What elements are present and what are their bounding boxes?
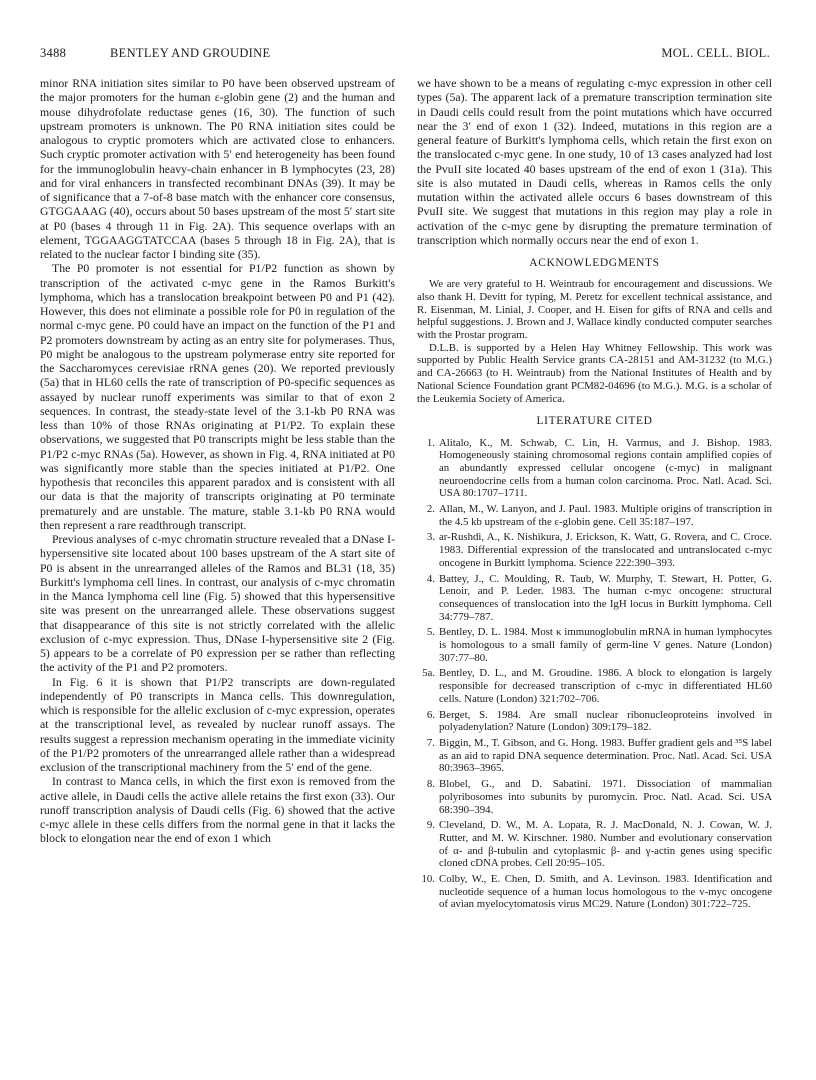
reference-list bbox=[417, 437, 772, 912]
body-paragraph: The P0 promoter is not essential for P1/P2 function as shown by transcription of the activated c-myc gene in the Ramos Burkitt's lymphoma, which has a translocation breakpoint between P0 and P1 (42). However, this does not eliminate a possible role for P0 in regulation of the normal c-myc gene. P0 could have an impact on the function of the P1 and P2 promoters downstream by acting as an entry site for polymerases. Thus, P0 might be analogous to the upstream polymerase entry site reported for the Saccharomyces cerevisiae rRNA genes (20). We reported previously (5a) that in HL60 cells the rate of transcription of P0-specific sequences as assayed by nuclear runoff experiments was similar to that of exon 2 sequences. In contrast, the steady-state level of the 3.1-kb P0 RNA was less than 10% of those RNAs originating at P1/P2. To explain these observations, we suggested that P0 transcripts might be less stable than the P1/P2 c-myc RNAs (5a). However, as shown in Fig. 4, RNA initiated at P0 was significantly more stable than the species initiated at P1/P2. One hypothesis that reconciles this apparent paradox and is consistent with all our data is that the majority of transcripts originating at P0 terminate prematurely and are unstable. The mature, stable 3.1-kb P0 RNA would then represent a rare readthrough transcript. bbox=[40, 261, 395, 532]
acknowledgments-heading: ACKNOWLEDGMENTS bbox=[529, 257, 660, 269]
reference-text: ar-Rushdi, A., K. Nishikura, J. Erickson, K. Watt, G. Rovera, and C. Croce. 1983. Differential expression of the translocated and untranslocated c-myc oncogene in Burkitt lymphoma. Science 222:390–393. bbox=[439, 531, 772, 569]
right-column bbox=[417, 76, 772, 914]
reference-text: Colby, W., E. Chen, D. Smith, and A. Levinson. 1983. Identification and nucleotide sequence of a human locus homologous to the v-myc oncogene of avian myelocytomatosis virus MC29. Nature (London) 301:722–725. bbox=[439, 873, 772, 911]
reference-number: 4. bbox=[426, 572, 435, 585]
body-paragraph: minor RNA initiation sites similar to P0 have been observed upstream of the major promoters for the human ε-globin gene (2) and the human and mouse dihydrofolate reductase genes (16, 30). The function of such upstream promoters is unknown. The P0 RNA initiation sites could be analogous to cryptic promoters which are activated close to enhancers. Such cryptic promoter activation with 5′ end heterogeneity has been found for the immunoglobulin heavy-chain enhancer in B lymphocytes (23, 28) and for viral enhancers in transfected recombinant DNAs (39). It may be of significance that a 7-of-8 base match with the enhancer core consensus, GTGGAAAG (40), occurs about 50 bases upstream of the most 5′ start site at P0 (bases 4 through 11 in Fig. 2A). This sequence overlaps with an element, TGGAAGGTATCCAA (bases 5 through 18 in Fig. 2A), that is related to the nuclear factor I binding site (35). bbox=[40, 76, 395, 261]
page-header bbox=[40, 46, 770, 68]
reference-number: 2. bbox=[426, 503, 435, 516]
reference-number: 5. bbox=[426, 626, 435, 639]
reference-item bbox=[417, 531, 772, 569]
reference-text: Bentley, D. L. 1984. Most κ immunoglobulin mRNA in human lymphocytes is homologous to a small family of germ-line V genes. Nature (London) 307:77–80. bbox=[439, 626, 772, 664]
reference-item bbox=[417, 667, 772, 705]
reference-text: Biggin, M., T. Gibson, and G. Hong. 1983. Buffer gradient gels and ³⁵S label as an aid to rapid DNA sequence determination. Proc. Natl. Acad. Sci. USA 80:3963–3965. bbox=[439, 737, 772, 775]
body-paragraph: In Fig. 6 it is shown that P1/P2 transcripts are down-regulated independently of P0 transcripts in Manca cells. This downregulation, which is responsible for the allelic exclusion of c-myc expression, operates at the transcriptional level, as revealed by nuclear runoff assays. The results suggest a repression mechanism operating in the immediate vicinity of the P1/P2 promoters of the unrearranged allele rather than a widespread exclusion of the transcriptional machinery from the 5′ end of the gene. bbox=[40, 674, 395, 774]
acknowledgment-paragraph: We are very grateful to H. Weintraub for encouragement and discussions. We also thank H. Devitt for typing, M. Peretz for excellent technical assistance, and R. Eisenman, M. Linial, J. Cooper, and H. Eisen for gifts of RNA and cells and helpful suggestions. J. Brown and J. Wallace kindly conducted computer searches with the Prostar program. bbox=[417, 278, 772, 342]
body-paragraph: Previous analyses of c-myc chromatin structure revealed that a DNase I-hypersensitive site located about 100 bases upstream of the A start site of P0 is absent in the unrearranged alleles of the Ramos and BL31 (18, 35) Burkitt's lymphoma cell lines. In contrast, our analysis of c-myc chromatin in the Manca lymphoma cell line (Fig. 5) showed that this hypersensitive site was present on the unrearranged allele. These observations suggest that disappearance of this site is not strictly correlated with the allelic exclusion of c-myc expression. Thus, DNase I-hypersensitive site 2 (Fig. 5) appears to be a correlate of P0 expression per se rather than reflecting the activity of the P1 and P2 promoters. bbox=[40, 532, 395, 675]
reference-number: 1. bbox=[426, 436, 435, 449]
left-column bbox=[40, 76, 395, 846]
reference-text: Blobel, G., and D. Sabatini. 1971. Dissociation of mammalian polyribosomes into subunits by puromycin. Proc. Natl. Acad. Sci. USA 68:390–394. bbox=[439, 778, 772, 816]
reference-text: Bentley, D. L., and M. Groudine. 1986. A block to elongation is largely responsible for decreased transcription of c-myc in differentiated HL60 cells. Nature (London) 321:702–706. bbox=[439, 667, 772, 705]
running-head: BENTLEY AND GROUDINE bbox=[110, 46, 271, 60]
reference-text: Cleveland, D. W., M. A. Lopata, R. J. MacDonald, N. J. Cowan, W. J. Rutter, and M. W. Kirschner. 1980. Number and evolutionary conservation of α- and β-tubulin and cytoplasmic β- and γ-actin genes using specific cloned cDNA probes. Cell 20:95–105. bbox=[439, 819, 772, 870]
reference-number: 7. bbox=[426, 737, 435, 749]
reference-item bbox=[417, 778, 772, 816]
references-heading: LITERATURE CITED bbox=[536, 415, 653, 428]
reference-text: Battey, J., C. Moulding, R. Taub, W. Murphy, T. Stewart, H. Potter, G. Lenoir, and P. Leder. 1983. The human c-myc oncogene: structural consequences of translocation into the IgH locus in Burkitt lymphoma. Cell 34:779–787. bbox=[439, 572, 772, 623]
reference-text: Alitalo, K., M. Schwab, C. Lin, H. Varmus, and J. Bishop. 1983. Homogeneously staining chromosomal regions contain amplified copies of an abundantly expressed cellular oncogene (c-myc) in malignant neuroendocrine cells from a human colon carcinoma. Proc. Natl. Acad. Sci. USA 80:1707–1711. bbox=[439, 436, 772, 500]
body-paragraph: we have shown to be a means of regulating c-myc expression in other cell types (5a). The apparent lack of a premature transcription termination site in Daudi cells could result from the point mutations which have occurred near the 3′ end of exon 1 (32). Indeed, mutations in this region are a general feature of Burkitt's lymphoma cells, which retain the first exon on the translocated c-myc gene. In one study, 10 of 13 cases analyzed had lost the PvuII site located 40 bases upstream of the end of exon 1 (31a). This site is also mutated in Daudi cells, whereas in Ramos cells the only mutation within the activated allele occurs 6 bases downstream of this PvuII site. We suggest that mutations in this region may play a role in activation of the c-myc gene by disrupting the premature termination of transcription which normally occurs near the end of exon 1. bbox=[417, 76, 772, 247]
reference-number: 3. bbox=[426, 531, 435, 544]
reference-text: Berget, S. 1984. Are small nuclear ribonucleoproteins involved in polyadenylation? Nature (London) 309:179–182. bbox=[439, 708, 772, 734]
reference-item bbox=[417, 573, 772, 624]
reference-item bbox=[417, 626, 772, 664]
reference-item bbox=[417, 503, 772, 528]
acknowledgment-paragraph: D.L.B. is supported by a Helen Hay Whitney Fellowship. This work was supported by Public Health Service grants CA-28151 and AM-31232 (to M.G.) and CA-26663 (to H. Weintraub) from the National Institutes of Health and by National Science Foundation grant PCM82-04696 (to M.G.). M.G. is a scholar of the Leukemia Society of America. bbox=[417, 341, 772, 405]
reference-number: 8. bbox=[426, 778, 435, 791]
reference-item bbox=[417, 737, 772, 775]
reference-number: 6. bbox=[426, 708, 435, 721]
journal-name: MOL. CELL. BIOL. bbox=[661, 46, 770, 60]
body-paragraph: In contrast to Manca cells, in which the first exon is removed from the active allele, in Daudi cells the active allele retains the first exon (33). Our runoff transcription analysis of Daudi cells (Fig. 6) showed that the active c-myc allele in these cells differs from the normal gene in that it lacks the block to elongation near the end of exon 1 which bbox=[40, 774, 395, 846]
reference-number: 9. bbox=[426, 819, 435, 832]
reference-number: 10. bbox=[421, 873, 435, 886]
acknowledgments-section bbox=[417, 278, 772, 405]
reference-item bbox=[417, 819, 772, 870]
reference-item bbox=[417, 873, 772, 911]
reference-number: 5a. bbox=[422, 667, 435, 680]
reference-item bbox=[417, 437, 772, 501]
reference-item bbox=[417, 709, 772, 734]
page-number: 3488 bbox=[40, 46, 67, 60]
reference-text: Allan, M., W. Lanyon, and J. Paul. 1983. Multiple origins of transcription in the 4.5 kb upstream of the ε-globin gene. Cell 35:187–197. bbox=[439, 503, 772, 528]
